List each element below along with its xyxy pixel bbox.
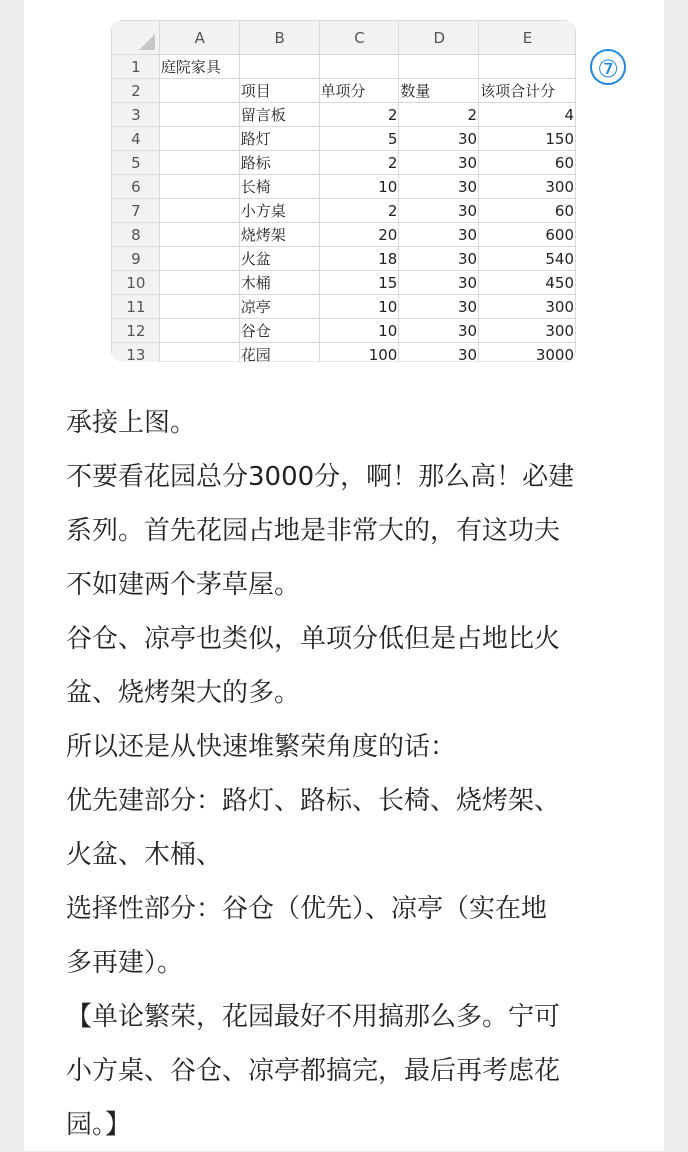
column-header: B [239, 21, 319, 55]
total-score-cell: 600 [479, 223, 576, 247]
article-line: 承接上图。 [66, 408, 197, 438]
empty-cell [159, 223, 239, 247]
row-number: 9 [112, 247, 160, 271]
unit-score-cell: 2 [319, 103, 399, 127]
row-number: 2 [112, 79, 160, 103]
quantity-cell: 30 [399, 151, 479, 175]
article-line: 多再建）。 [66, 948, 184, 978]
empty-cell [159, 319, 239, 343]
table-row [112, 271, 576, 295]
unit-score-cell: 10 [319, 175, 399, 199]
header-cell: 该项合计分 [479, 79, 576, 103]
article-line: 园。】 [66, 1110, 132, 1140]
table-row [112, 79, 576, 103]
item-name-cell: 花园 [239, 343, 319, 363]
unit-score-cell: 5 [319, 127, 399, 151]
unit-score-cell: 15 [319, 271, 399, 295]
article-line: 谷仓、凉亭也类似，单项分低但是占地比火 [66, 624, 561, 654]
item-name-cell: 烧烤架 [239, 223, 319, 247]
empty-cell [159, 199, 239, 223]
total-score-cell: 60 [479, 199, 576, 223]
row-number: 12 [112, 319, 160, 343]
total-score-cell: 300 [479, 295, 576, 319]
unit-score-cell: 100 [319, 343, 399, 363]
total-score-cell: 300 [479, 319, 576, 343]
spreadsheet-image [111, 20, 576, 362]
row-number: 5 [112, 151, 160, 175]
table-row [112, 343, 576, 363]
unit-score-cell: 2 [319, 151, 399, 175]
article-line: 火盆、木桶、 [66, 840, 223, 870]
unit-score-cell: 10 [319, 319, 399, 343]
item-name-cell: 凉亭 [239, 295, 319, 319]
spreadsheet-table [111, 20, 576, 362]
step-number-badge: ⑦ [590, 49, 626, 85]
total-score-cell: 540 [479, 247, 576, 271]
article-line: 小方桌、谷仓、凉亭都搞完，最后再考虑花 [66, 1056, 561, 1086]
total-score-cell: 150 [479, 127, 576, 151]
table-row [112, 199, 576, 223]
empty-cell [159, 343, 239, 363]
total-score-cell: 450 [479, 271, 576, 295]
table-row [112, 247, 576, 271]
empty-cell [159, 295, 239, 319]
row-number: 7 [112, 199, 160, 223]
quantity-cell: 30 [399, 295, 479, 319]
table-row [112, 175, 576, 199]
total-score-cell: 60 [479, 151, 576, 175]
unit-score-cell: 10 [319, 295, 399, 319]
column-header: E [479, 21, 576, 55]
quantity-cell: 30 [399, 199, 479, 223]
row-number: 1 [112, 55, 160, 79]
row-number: 4 [112, 127, 160, 151]
sheet-title-cell: 庭院家具 [159, 55, 239, 79]
unit-score-cell: 2 [319, 199, 399, 223]
article-line: 系列。首先花园占地是非常大的，有这功夫 [66, 516, 561, 546]
table-row [112, 295, 576, 319]
quantity-cell: 30 [399, 223, 479, 247]
empty-cell [159, 175, 239, 199]
article-line: 所以还是从快速堆繁荣角度的话： [66, 732, 457, 762]
unit-score-cell: 18 [319, 247, 399, 271]
table-row [112, 55, 576, 79]
table-row [112, 319, 576, 343]
total-score-cell: 4 [479, 103, 576, 127]
column-header: C [319, 21, 399, 55]
column-header: A [159, 21, 239, 55]
article-line: 选择性部分：谷仓（优先）、凉亭（实在地 [66, 894, 548, 924]
item-name-cell: 谷仓 [239, 319, 319, 343]
empty-cell [159, 151, 239, 175]
table-row [112, 223, 576, 247]
row-number: 11 [112, 295, 160, 319]
total-score-cell: 3000 [479, 343, 576, 363]
total-score-cell: 300 [479, 175, 576, 199]
article-line: 不要看花园总分3000分，啊！那么高！必建 [66, 462, 575, 492]
quantity-cell: 30 [399, 175, 479, 199]
header-cell: 数量 [399, 79, 479, 103]
quantity-cell: 30 [399, 343, 479, 363]
item-name-cell: 留言板 [239, 103, 319, 127]
column-header-row [112, 21, 576, 55]
quantity-cell: 30 [399, 247, 479, 271]
empty-cell [159, 271, 239, 295]
unit-score-cell: 20 [319, 223, 399, 247]
select-all-corner [112, 21, 160, 55]
header-cell: 项目 [239, 79, 319, 103]
column-header: D [399, 21, 479, 55]
item-name-cell: 小方桌 [239, 199, 319, 223]
article-text [66, 396, 626, 1152]
article-line: 优先建部分：路灯、路标、长椅、烧烤架、 [66, 786, 561, 816]
quantity-cell: 2 [399, 103, 479, 127]
table-row [112, 151, 576, 175]
header-cell: 单项分 [319, 79, 399, 103]
row-number: 8 [112, 223, 160, 247]
empty-cell [159, 127, 239, 151]
article-line: 不如建两个茅草屋。 [66, 570, 301, 600]
item-name-cell: 木桶 [239, 271, 319, 295]
quantity-cell: 30 [399, 271, 479, 295]
table-row [112, 127, 576, 151]
row-number: 13 [112, 343, 160, 363]
quantity-cell: 30 [399, 319, 479, 343]
article-line: 【单论繁荣，花园最好不用搞那么多。宁可 [66, 1002, 561, 1032]
quantity-cell: 30 [399, 127, 479, 151]
row-number: 6 [112, 175, 160, 199]
item-name-cell: 长椅 [239, 175, 319, 199]
row-number: 10 [112, 271, 160, 295]
item-name-cell: 路灯 [239, 127, 319, 151]
article-line: 盆、烧烤架大的多。 [66, 678, 301, 708]
corner-triangle-icon [139, 34, 155, 50]
item-name-cell: 火盆 [239, 247, 319, 271]
empty-cell [159, 103, 239, 127]
item-name-cell: 路标 [239, 151, 319, 175]
row-number: 3 [112, 103, 160, 127]
table-row [112, 103, 576, 127]
empty-cell [159, 247, 239, 271]
